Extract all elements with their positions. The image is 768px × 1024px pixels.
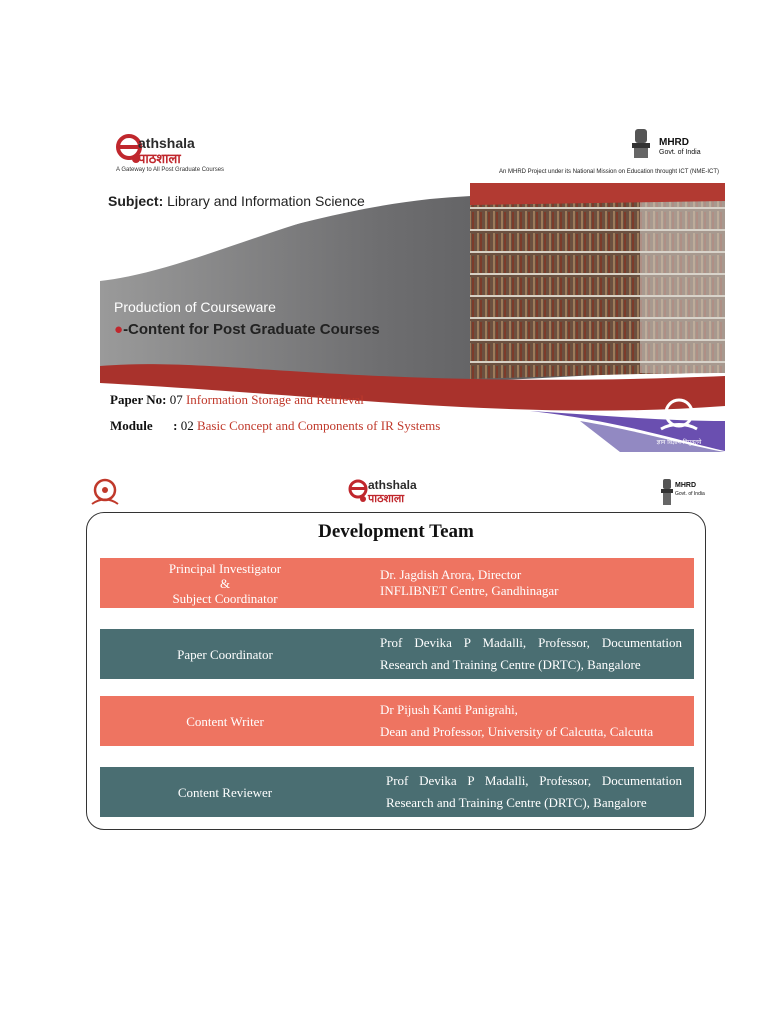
nme-ict-line: An MHRD Project under its National Mission on Education throught ICT (NME-ICT) (499, 169, 719, 175)
team-header (86, 474, 706, 514)
ashoka-emblem-icon (627, 127, 655, 161)
ashoka-emblem-icon-small (660, 478, 674, 508)
module-line (110, 418, 440, 434)
ugc-emblem (651, 395, 707, 447)
epathshala-logo (108, 129, 238, 179)
mhrd-logo (627, 127, 717, 167)
detail-line: INFLIBNET Centre, Gandhinagar (380, 583, 559, 598)
detail-line: Prof Devika P Madalli, Professor, Documentation (386, 773, 682, 788)
module-number: 02 (180, 418, 194, 433)
epathshala-e-icon-small (348, 478, 368, 504)
logo-text: athshala (138, 135, 195, 151)
paper-title: Information Storage and Retrieval (185, 392, 364, 407)
team-row-paper-coordinator (100, 629, 694, 679)
detail-line: Dr. Jagdish Arora, Director (380, 567, 522, 582)
detail-line: Prof Devika P Madalli, Professor, Documentation (380, 635, 682, 650)
e-letter-icon: ● (114, 321, 124, 338)
emblem-caption: ज्ञान विज्ञान विमुक्तये (656, 439, 702, 446)
logo-text-small: athshala (368, 478, 417, 492)
role-line: Principal Investigator (168, 560, 282, 576)
development-team-box (86, 512, 706, 830)
team-title: Development Team (318, 521, 474, 542)
paper-label: Paper No: (110, 392, 167, 407)
econtent-text: -Content for Post Graduate Courses (123, 321, 380, 338)
team-role: Content Writer (186, 713, 264, 729)
team-role: Paper Coordinator (177, 646, 273, 662)
production-heading: Production of Courseware (114, 299, 276, 315)
team-member-detail (380, 696, 682, 746)
team-row-content-reviewer (100, 767, 694, 817)
logo-tagline: A Gateway to All Post Graduate Courses (116, 167, 225, 173)
role-line: Subject Coordinator (172, 590, 278, 606)
team-member-detail (380, 629, 682, 679)
mhrd-title: MHRD (659, 137, 689, 148)
detail-line: Research and Training Centre (DRTC), Bangalore (386, 795, 647, 810)
epathshala-logo-small (348, 476, 448, 510)
ugc-wheel-icon (651, 395, 707, 433)
detail-line: Research and Training Centre (DRTC), Bangalore (380, 657, 641, 672)
paper-line (110, 392, 364, 408)
team-row-content-writer (100, 696, 694, 746)
team-row-principal-investigator (100, 558, 694, 608)
team-member-detail (386, 767, 682, 817)
mhrd-title-small: MHRD (675, 482, 696, 489)
subject-line (108, 193, 365, 209)
course-banner (100, 121, 725, 452)
logo-hindi-small: पाठशाला (368, 492, 405, 505)
role-line: & (219, 575, 231, 591)
module-title: Basic Concept and Components of IR Systems (196, 418, 441, 433)
module-label: Module (110, 418, 153, 433)
detail-line: Dr Pijush Kanti Panigrahi, (380, 702, 518, 717)
team-member-detail (380, 558, 682, 608)
mhrd-logo-small (660, 476, 706, 510)
mhrd-subtitle-small: Govt. of India (675, 491, 705, 497)
subject-label: Subject: (108, 193, 164, 209)
detail-line: Dean and Professor, University of Calcutta, Calcutta (380, 724, 654, 739)
econtent-heading (114, 321, 380, 338)
ugc-emblem-icon (88, 476, 122, 512)
team-role (100, 558, 350, 608)
subject-value: Library and Information Science (167, 193, 365, 209)
paper-number: 07 (169, 392, 183, 407)
module-separator: : (173, 418, 178, 433)
team-role: Content Reviewer (177, 784, 273, 800)
mhrd-subtitle: Govt. of India (659, 149, 701, 156)
logo-hindi-text: पाठशाला (138, 152, 181, 167)
